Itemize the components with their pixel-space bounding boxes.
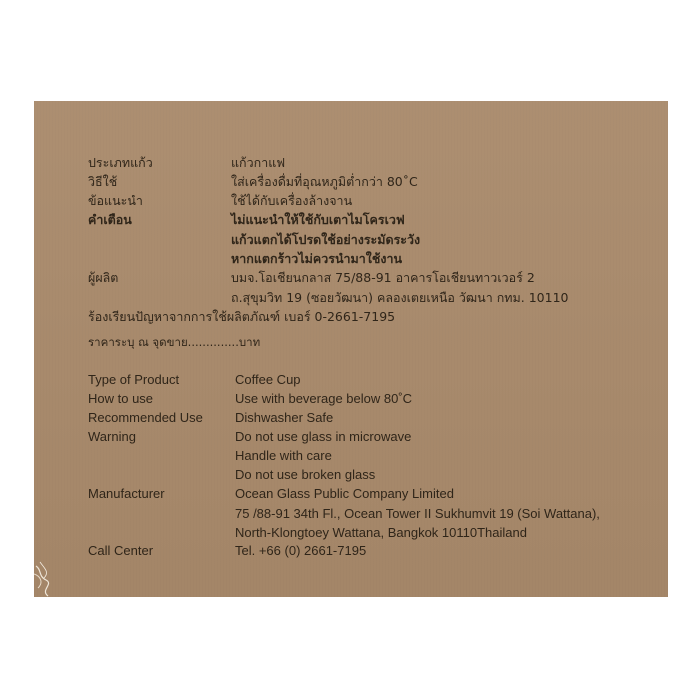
thai-maker-line-1: บมจ.โอเชียนกลาส 75/88-91 อาคารโอเชียนทาวเวอร์ 2 [231, 270, 535, 285]
thai-warning-line-2: แก้วแตกได้โปรดใช้อย่างระมัดระวัง [231, 232, 421, 247]
en-recommended-value: Dishwasher Safe [235, 410, 334, 425]
thai-warning-line-1: ไม่แนะนำให้ใช้กับเตาไมโครเวฟ [231, 212, 405, 227]
thai-warning-line-3: หากแตกร้าวไม่ควรนำมาใช้งาน [231, 251, 403, 266]
en-warning-line-1: Do not use glass in microwave [235, 429, 412, 444]
en-warning-line-3: Do not use broken glass [235, 467, 376, 482]
en-callcenter-label: Call Center [88, 543, 154, 558]
thai-advice-label: ข้อแนะนำ [88, 193, 143, 208]
en-manufacturer-line-3: North-Klongtoey Wattana, Bangkok 10110Thailand [235, 525, 527, 540]
thai-maker-label: ผู้ผลิต [88, 270, 119, 285]
thai-maker-line-2: ถ.สุขุมวิท 19 (ซอยวัฒนา) คลองเตยเหนือ วัฒนา กทม. 10110 [231, 290, 569, 305]
en-warning-label: Warning [88, 429, 136, 444]
thai-warning-label: คำเตือน [88, 212, 132, 227]
en-manufacturer-line-1: Ocean Glass Public Company Limited [235, 486, 454, 501]
en-usage-value: Use with beverage below 80˚C [235, 391, 413, 406]
thai-usage-label: วิธีใช้ [88, 174, 118, 189]
thai-price-line: ราคาระบุ ณ จุดขาย..............บาท [88, 335, 261, 349]
en-type-value: Coffee Cup [235, 372, 301, 387]
thai-complaint-line: ร้องเรียนปัญหาจากการใช้ผลิตภัณฑ์ เบอร์ 0-2661-7195 [88, 309, 396, 324]
en-callcenter-value: Tel. +66 (0) 2661-7195 [235, 543, 367, 558]
thai-type-value: แก้วกาแฟ [231, 155, 286, 170]
en-type-label: Type of Product [88, 372, 180, 387]
thai-usage-value: ใส่เครื่องดื่มที่อุณหภูมิต่ำกว่า 80˚C [231, 174, 418, 189]
thai-type-label: ประเภทแก้ว [88, 155, 153, 170]
en-warning-line-2: Handle with care [235, 448, 332, 463]
paper-fiber-edge [34, 560, 58, 600]
en-manufacturer-line-2: 75 /88-91 34th Fl., Ocean Tower II Sukhumvit 19 (Soi Wattana), [235, 506, 600, 521]
en-usage-label: How to use [88, 391, 154, 406]
en-manufacturer-label: Manufacturer [88, 486, 165, 501]
thai-advice-value: ใช้ได้กับเครื่องล้างจาน [231, 193, 353, 208]
en-recommended-label: Recommended Use [88, 410, 203, 425]
